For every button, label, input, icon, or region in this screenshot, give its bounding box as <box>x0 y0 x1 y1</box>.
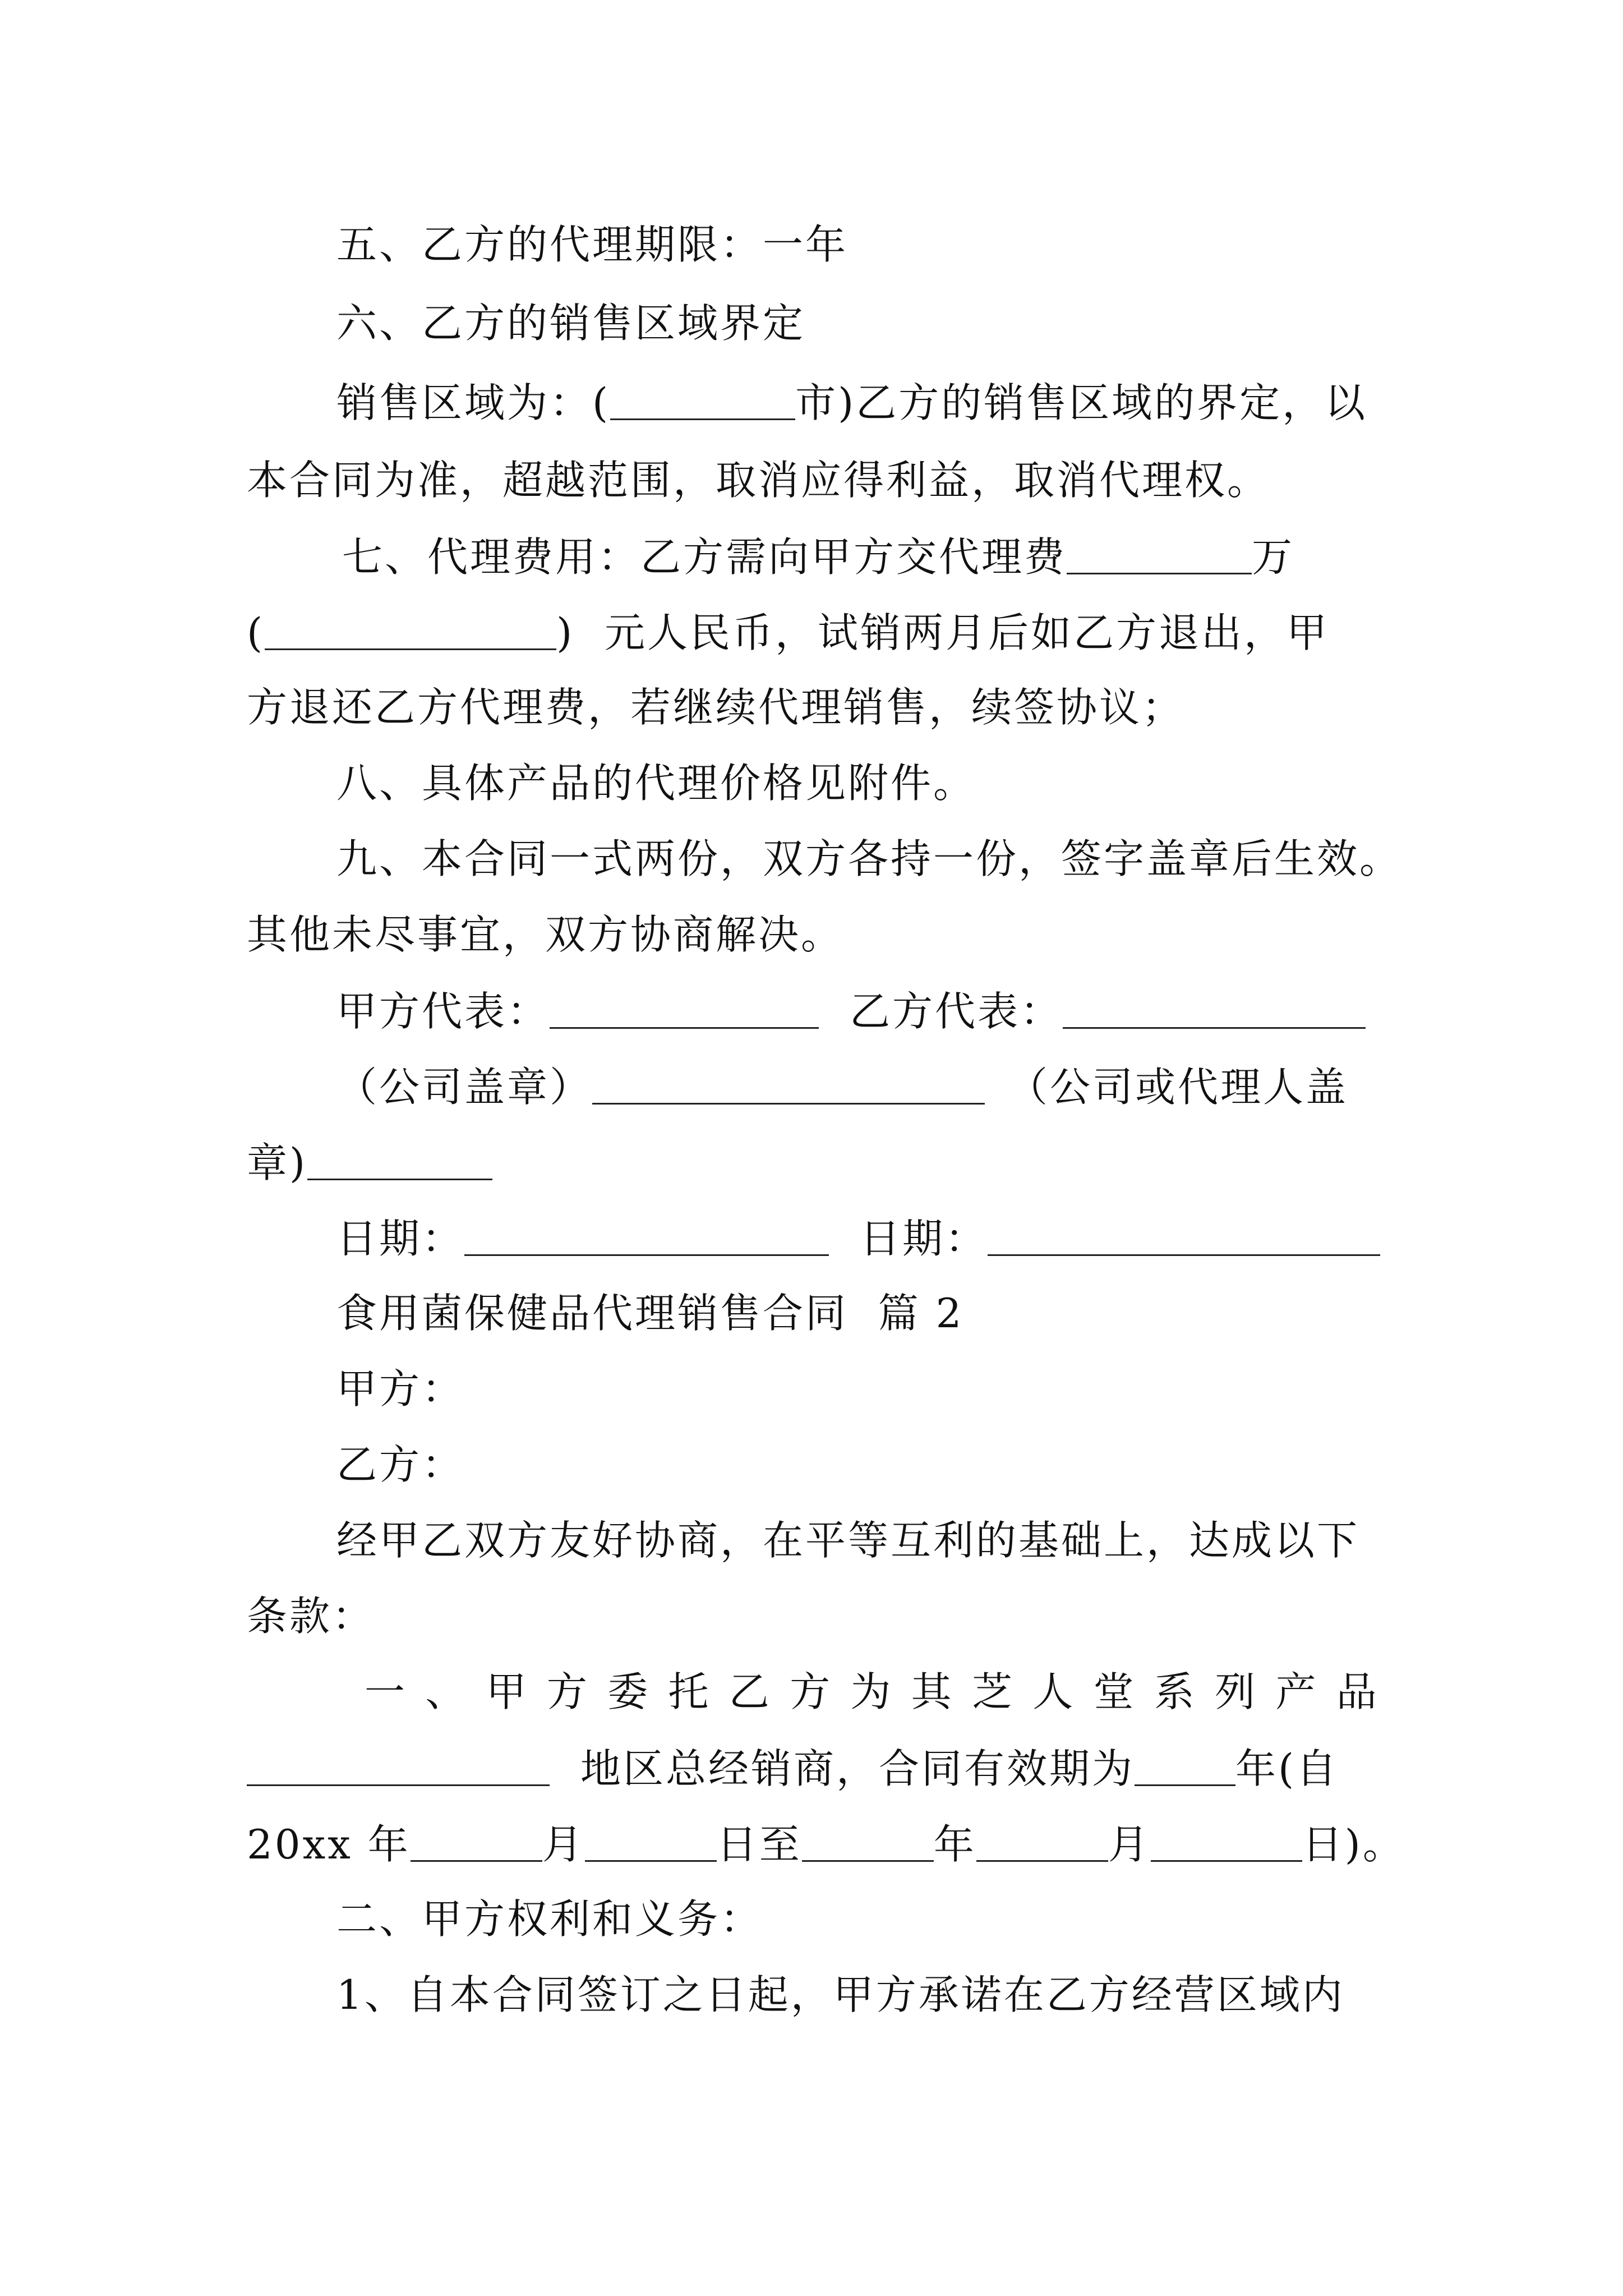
clause-6 <box>336 300 806 347</box>
signature-seals <box>336 1064 1349 1111</box>
blank-fee <box>1067 539 1252 574</box>
party-b-rep-label: 乙方代表： <box>850 988 1063 1035</box>
blank-date-b <box>988 1221 1380 1256</box>
text: 本合同为准，超越范围，取消应得利益，取消代理权。 <box>247 457 1270 504</box>
blank-party-a-rep <box>550 993 819 1029</box>
char: 方 <box>546 1668 587 1715</box>
text: 市)乙方的销售区域的界定，以 <box>795 379 1368 426</box>
company-seal-label: （公司盖章） <box>336 1064 593 1111</box>
text: 年 <box>933 1821 976 1868</box>
section-2-heading <box>336 1895 763 1943</box>
char: 方 <box>790 1668 831 1715</box>
party-a-rep-label: 甲方代表： <box>336 988 550 1035</box>
blank-region <box>247 1751 550 1786</box>
agent-seal-label: （公司或代理人盖 <box>1007 1064 1349 1111</box>
char: 产 <box>1275 1668 1316 1715</box>
date-b-label: 日期： <box>860 1215 988 1262</box>
blank-year-end <box>802 1826 934 1862</box>
text: 二、甲方权利和义务： <box>336 1895 763 1943</box>
char: 乙 <box>728 1668 769 1715</box>
preamble-continued <box>247 1593 375 1640</box>
text: 地区总经销商，合同有效期为 <box>580 1745 1135 1792</box>
validity-dates <box>247 1821 1405 1868</box>
text: 日至 <box>716 1821 802 1868</box>
text: 1、自本合同签订之日起，甲方承诺在乙方经营区域内 <box>336 1971 1345 2018</box>
sales-area-line <box>336 379 1368 426</box>
clause-2-1 <box>336 1971 1345 2018</box>
text: 六、乙方的销售区域界定 <box>336 300 806 347</box>
char: 、 <box>425 1668 466 1715</box>
text: 五、乙方的代理期限：一年 <box>336 221 849 268</box>
blank-party-b-rep <box>1063 993 1366 1029</box>
text: 日)。 <box>1302 1821 1405 1868</box>
clause-7 <box>342 533 1295 581</box>
blank-date-a <box>464 1221 829 1256</box>
paragraph-line <box>247 911 844 958</box>
paragraph-line <box>247 684 1185 731</box>
char: 品 <box>1336 1668 1377 1715</box>
text: 甲方： <box>336 1365 465 1412</box>
char: 堂 <box>1093 1668 1134 1715</box>
char: 为 <box>850 1668 891 1715</box>
text: 九、本合同一式两份，双方各持一份，签字盖章后生效。 <box>336 835 1403 882</box>
blank-company-seal <box>592 1069 985 1105</box>
text: 食用菌保健品代理销售合同 篇 2 <box>336 1290 964 1337</box>
text: 经甲乙双方友好协商，在平等互利的基础上，达成以下 <box>336 1517 1360 1564</box>
char: 托 <box>668 1668 709 1715</box>
text: 其他未尽事宜，双方协商解决。 <box>247 911 844 958</box>
signature-dates <box>336 1215 1380 1262</box>
party-b <box>336 1441 465 1488</box>
char: 人 <box>1032 1668 1073 1715</box>
text: 八、具体产品的代理价格见附件。 <box>336 760 976 807</box>
text: 月 <box>1108 1821 1151 1868</box>
signature-representatives <box>336 988 1366 1035</box>
char: 委 <box>607 1668 648 1715</box>
text: ( <box>247 609 265 656</box>
text: 乙方： <box>336 1441 465 1488</box>
char: 列 <box>1215 1668 1256 1715</box>
blank-agent-seal <box>307 1145 492 1180</box>
blank-day-end <box>1151 1826 1302 1862</box>
char: 一 <box>365 1668 405 1715</box>
seal-continued <box>247 1139 492 1186</box>
text: 万 <box>1252 533 1295 581</box>
char: 其 <box>911 1668 952 1715</box>
text: 销售区域为：( <box>336 379 611 426</box>
text: 方退还乙方代理费，若继续代理销售，续签协议； <box>247 684 1185 731</box>
date-a-label: 日期： <box>336 1215 465 1262</box>
blank-years <box>1135 1751 1235 1786</box>
clause-9 <box>336 835 1403 882</box>
char: 芝 <box>971 1668 1012 1715</box>
section-title <box>336 1290 964 1337</box>
paragraph-line <box>247 457 1270 504</box>
blank-city <box>610 385 795 420</box>
text: 章) <box>247 1139 308 1186</box>
distributor-line <box>247 1745 1339 1792</box>
blank-month-end <box>976 1826 1108 1862</box>
text: 年(自 <box>1235 1745 1339 1792</box>
preamble <box>336 1517 1360 1564</box>
text: 月 <box>542 1821 585 1868</box>
clause-1-spaced <box>365 1668 1377 1715</box>
text: 20xx 年 <box>247 1821 411 1868</box>
party-a <box>336 1365 465 1412</box>
char: 系 <box>1154 1668 1195 1715</box>
text: 七、代理费用：乙方需向甲方交代理费 <box>342 533 1067 581</box>
text: ) 元人民币，试销两月后如乙方退出，甲 <box>556 609 1329 656</box>
fee-line <box>247 609 1329 656</box>
char: 甲 <box>486 1668 527 1715</box>
text: 条款： <box>247 1593 375 1640</box>
blank-fee-words <box>265 615 556 650</box>
clause-8 <box>336 760 976 807</box>
blank-day-start <box>585 1826 717 1862</box>
blank-month-start <box>411 1826 542 1862</box>
clause-5 <box>336 221 849 268</box>
